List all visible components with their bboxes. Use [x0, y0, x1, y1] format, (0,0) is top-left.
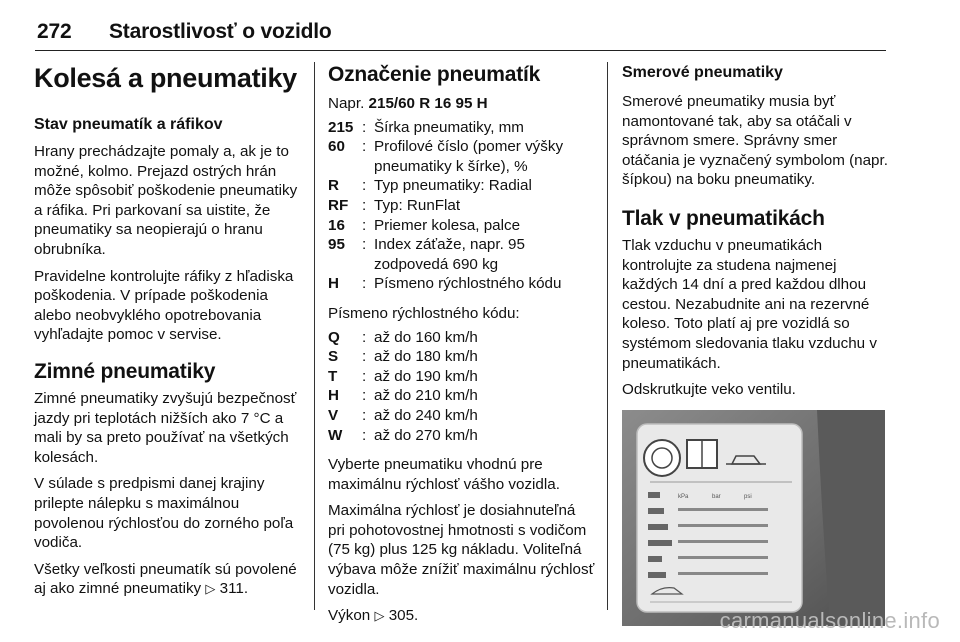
definition-separator: : [362, 367, 367, 385]
definition-term: H [328, 387, 339, 405]
definition-term: T [328, 367, 338, 385]
speed-code-row [328, 367, 596, 387]
heading-winter-tires: Zimné pneumatiky [34, 359, 216, 383]
paragraph: Zimné pneumatiky zvyšujú bezpečnosť jazdy pri teplotách nižších ako 7 °C a mali by sa preto používať na všetkých kolesách. [34, 389, 297, 466]
pressure-unit-bar: bar [712, 493, 721, 500]
heading-tire-designation: Označenie pneumatík [328, 63, 541, 86]
page-number: 272 [37, 20, 72, 43]
speed-code-row [328, 328, 596, 348]
definition-separator: : [362, 138, 367, 156]
definition-term: Q [328, 328, 340, 346]
column-divider-1 [314, 62, 315, 610]
heading-tire-pressure: Tlak v pneumatikách [622, 206, 825, 230]
definition-row [328, 216, 596, 236]
definition-term: 215 [328, 118, 354, 136]
definition-description: Písmeno rýchlostného kódu [374, 275, 562, 293]
definition-row [328, 235, 596, 274]
page-reference-icon: ▷ [374, 608, 385, 624]
definition-row [328, 196, 596, 216]
definition-row [328, 137, 596, 176]
column-divider-2 [607, 62, 608, 610]
definition-description: Typ pneumatiky: Radial [374, 177, 532, 195]
speed-code-label: Písmeno rýchlostného kódu: [328, 304, 520, 322]
pressure-unit-kpa: kPa [678, 493, 689, 500]
column-1 [34, 62, 302, 606]
paragraph: Maximálna rýchlosť je dosiahnuteľná pri pohotovostnej hmotnosti s vodičom (75 kg) plus 125 kg nákladu. Voliteľná výbava môže znížiť maximálnu rýchlosť vozidla. [328, 502, 595, 598]
tire-pressure-label-illustration [622, 410, 885, 626]
definition-row [328, 176, 596, 196]
subheading-tire-condition: Stav pneumatík a ráfikov [34, 116, 223, 133]
page-header [37, 20, 332, 44]
definition-term: 16 [328, 216, 345, 234]
subheading-directional-tires: Smerové pneumatiky [622, 64, 783, 81]
paragraph [34, 560, 302, 599]
definition-description: až do 270 km/h [374, 426, 478, 444]
definition-separator: : [362, 236, 367, 254]
definition-term: S [328, 348, 339, 366]
example-value: 215/60 R 16 95 H [368, 95, 488, 112]
column-2 [328, 62, 596, 633]
designation-definitions [328, 118, 596, 294]
column-3 [622, 62, 890, 626]
definition-term: RF [328, 196, 349, 214]
example-prefix: Napr. [328, 95, 365, 112]
definition-description: až do 160 km/h [374, 328, 478, 346]
paragraph: V súlade s predpismi danej krajiny prilepte nálepku s maximálnou povolenou rýchlosťou do zorného poľa vodiča. [34, 475, 294, 552]
definition-separator: : [362, 348, 367, 366]
definition-term: V [328, 406, 339, 424]
definition-description: Typ: RunFlat [374, 196, 461, 214]
definition-term: W [328, 426, 343, 444]
speed-code-row [328, 426, 596, 446]
speed-code-row [328, 347, 596, 367]
definition-description: až do 240 km/h [374, 406, 478, 424]
definition-description: Šírka pneumatiky, mm [374, 118, 524, 136]
paragraph: Tlak vzduchu v pneumatikách kontrolujte za studena najmenej každých 14 dní a pred každou dlhou cestou. Nezabudnite ani na rezervné koleso. Toto platí aj pre vozidlá so systémom sledovania tlaku vzduchu v pneumatikách. [622, 236, 877, 372]
page-reference-link[interactable]: 305. [388, 607, 419, 625]
definition-separator: : [362, 216, 367, 234]
definition-term: H [328, 275, 339, 293]
definition-separator: : [362, 387, 367, 405]
definition-description: Priemer kolesa, palce [374, 216, 521, 234]
definition-separator: : [362, 328, 367, 346]
page-reference-link[interactable]: 311. [219, 580, 249, 598]
definition-term: R [328, 177, 339, 195]
tire-pressure-label-photo [622, 410, 885, 626]
definition-term: 60 [328, 138, 345, 156]
definition-description: až do 210 km/h [374, 387, 478, 405]
definition-description: Index záťaže, napr. 95 zodpovedá 690 kg [374, 236, 525, 273]
paragraph: Hrany prechádzajte pomaly a, ak je to možné, kolmo. Prejazd ostrých hrán môže spôsobiť poškodenie pneumatiky a ráfika. Pri parkovaní sa uistite, že pneumatiky sa neopierajú o hranu obrubníka. [34, 143, 298, 258]
section-title: Starostlivosť o vozidlo [109, 20, 332, 43]
definition-description: až do 190 km/h [374, 367, 478, 385]
paragraph: Odskrutkujte veko ventilu. [622, 381, 796, 399]
definition-separator: : [362, 196, 367, 214]
definition-description: až do 180 km/h [374, 348, 478, 366]
definition-row [328, 118, 596, 138]
definition-row [328, 274, 596, 294]
chapter-heading: Kolesá a pneumatiky [34, 63, 297, 93]
definition-description: Profilové číslo (pomer výšky pneumatiky k šírke), % [374, 138, 564, 175]
definition-separator: : [362, 177, 367, 195]
speed-code-row [328, 406, 596, 426]
page-reference-icon: ▷ [205, 581, 216, 597]
definition-separator: : [362, 426, 367, 444]
definition-separator: : [362, 118, 367, 136]
paragraph: Smerové pneumatiky musia byť namontované tak, aby sa otáčali v správnom smere. Správny smer otáčania je vyznačený symbolom (napr. šípkou) na boku pneumatiky. [622, 93, 888, 189]
definition-separator: : [362, 406, 367, 424]
speed-code-list [328, 328, 596, 446]
paragraph-text: Všetky veľkosti pneumatík sú povolené aj ako zimné pneumatiky [34, 560, 297, 598]
definition-separator: : [362, 275, 367, 293]
watermark: carmanualsonline.info [719, 608, 940, 633]
header-divider [35, 50, 886, 51]
paragraph: Pravidelne kontrolujte ráfiky z hľadiska poškodenia. V prípade poškodenia alebo neobvyklého opotrebovania vyhľadajte pomoc v servise. [34, 267, 294, 344]
speed-code-row [328, 386, 596, 406]
pressure-unit-psi: psi [744, 493, 752, 500]
paragraph: Vyberte pneumatiku vhodnú pre maximálnu rýchlosť vášho vozidla. [328, 456, 560, 493]
definition-term: 95 [328, 236, 345, 254]
paragraph [328, 606, 596, 626]
paragraph-text: Výkon [328, 607, 371, 625]
tire-designation-example [328, 94, 596, 114]
